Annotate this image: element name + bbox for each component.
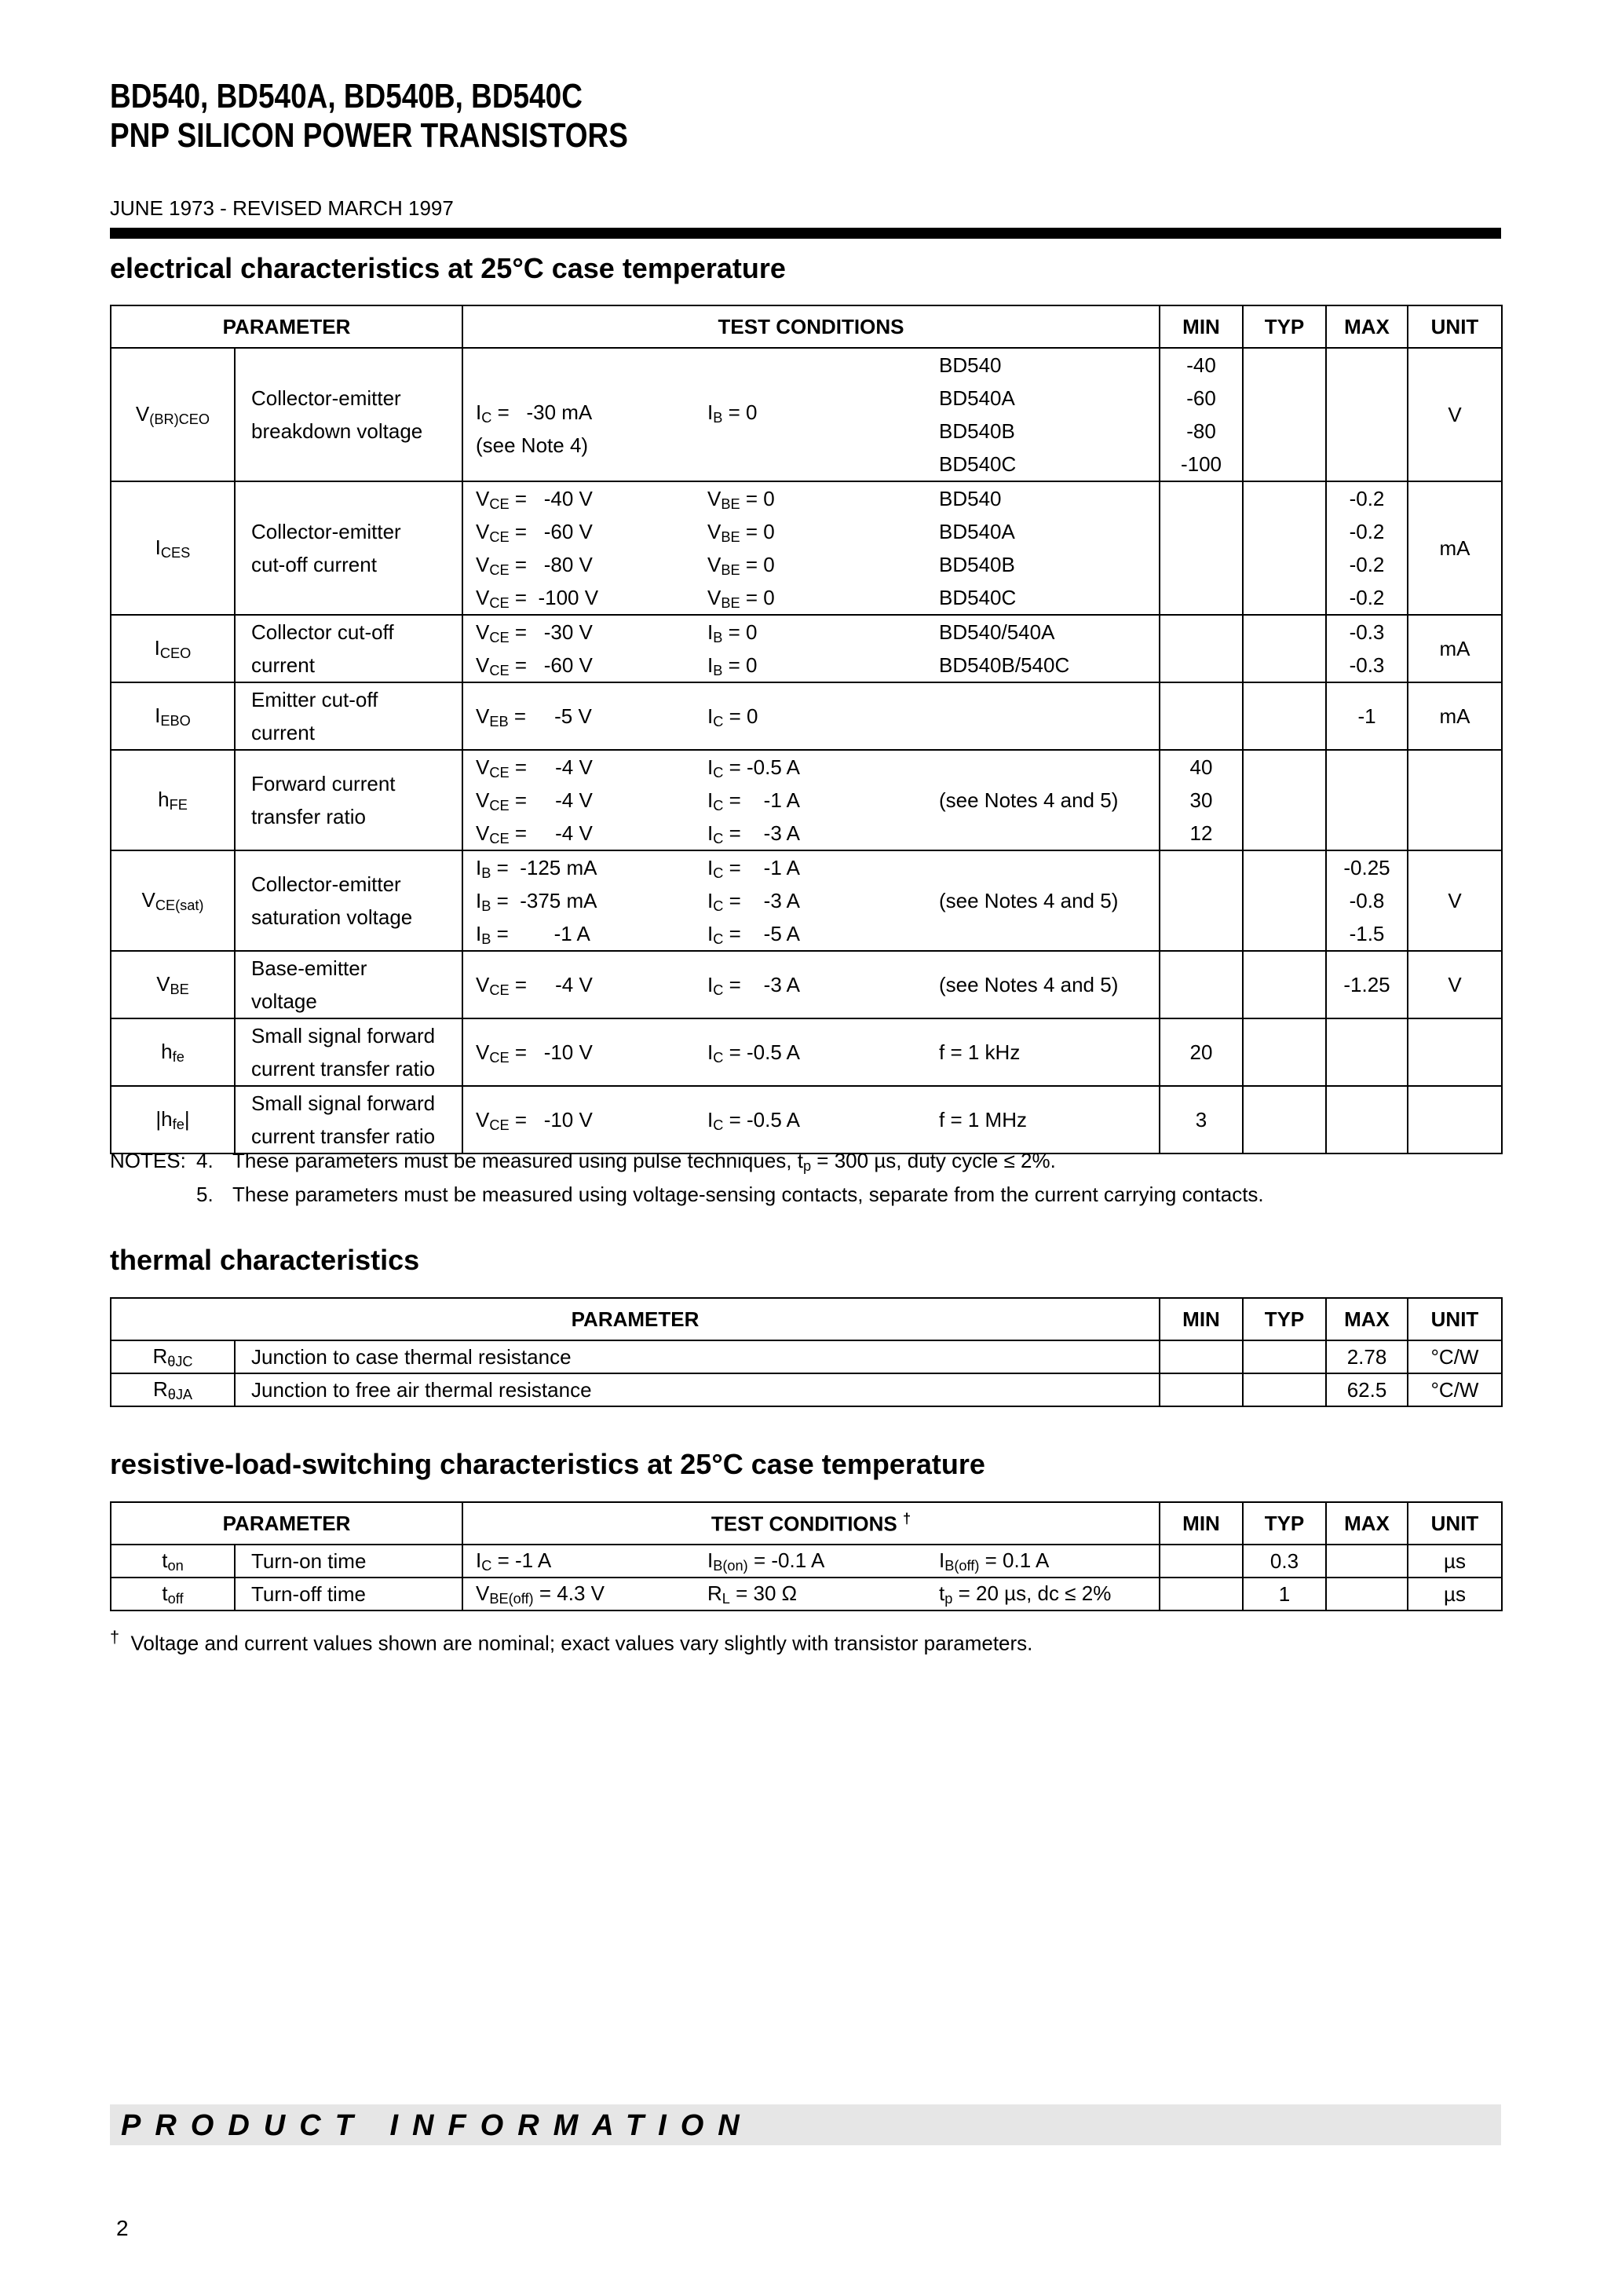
table-row: $t_{off}$ Turn-off time $V_{BE(off)} = 4.3$ V $R_L = 30$ Ω $t_p = 20$ µs, dc ≤ 2% 1 µs: [111, 1578, 1502, 1610]
document-title: [110, 77, 628, 155]
revision-date: JUNE 1973 - REVISED MARCH 1997: [110, 196, 454, 220]
thermal-heading: thermal characteristics: [110, 1244, 420, 1276]
thermal-table: [110, 1297, 1503, 1407]
table-header-row: PARAMETER TEST CONDITIONS † MIN TYP MAX UNIT: [111, 1502, 1502, 1545]
table-row: $V_{(BR)CEO}$ Collector-emitter breakdown voltage $I_C = -30$ mA (see Note 4) $I_B = 0$ BD540 BD540A BD540B BD540C -40 -60 -80 -100 V: [111, 348, 1502, 481]
table-row: $V_{CE(sat)}$ Collector-emitter saturation voltage $I_B = -125$ mA $I_B = -375$ mA $I_B$ = -1 A $I_C$ = -1 A $I_C$ = -3 A $I_C$ = -5 A (see Notes 4 and 5) -0.25 -0.8 -1.5 V: [111, 850, 1502, 951]
table-header-row: PARAMETER TEST CONDITIONS MIN TYP MAX UNIT: [111, 305, 1502, 348]
table-row: $I_{EBO}$ Emitter cut-off current $V_{EB}$ = -5 V $I_C = 0$ -1 mA: [111, 682, 1502, 750]
header-rule: [110, 228, 1501, 239]
table-row: $R_{\theta JC}$ Junction to case thermal resistance 2.78 °C/W: [111, 1340, 1502, 1373]
page-number: 2: [116, 2216, 129, 2240]
table-header-row: PARAMETER MIN TYP MAX UNIT: [111, 1298, 1502, 1340]
table-row: $V_{BE}$ Base-emitter voltage $V_{CE}$ = -4 V $I_C$ = -3 A (see Notes 4 and 5) -1.25 V: [111, 951, 1502, 1018]
electrical-table: [110, 305, 1503, 1154]
table-row: $I_{CES}$ Collector-emitter cut-off current $V_{CE} = -40$ V $V_{CE} = -60$ V $V_{CE} = -80$ V $V_{CE} = -100$ V $V_{BE} = 0$ $V_{BE} = 0$ $V_{BE} = 0$ $V_{BE} = 0$ BD540 BD540A BD540B BD540C -0.2 -0.2 -0.2 -0.2 mA: [111, 481, 1502, 615]
title-line-1: BD540, BD540A, BD540B, BD540C: [110, 77, 583, 115]
electrical-heading: electrical characteristics at 25°C case temperature: [110, 252, 786, 284]
title-line-2: PNP SILICON POWER TRANSISTORS: [110, 116, 628, 155]
switching-heading: resistive-load-switching characteristics at 25°C case temperature: [110, 1448, 985, 1480]
table-row: $h_{fe}$ Small signal forward current transfer ratio $V_{CE} = -10$ V $I_C = -0.5$ A f = 1 kHz 20: [111, 1018, 1502, 1086]
product-information-banner: PRODUCT INFORMATION: [110, 2104, 1501, 2145]
table-row: $t_{on}$ Turn-on time $I_C = -1$ A $I_{B(on)} = -0.1$ A $I_{B(off)} = 0.1$ A 0.3 µs: [111, 1545, 1502, 1578]
table-row: $h_{FE}$ Forward current transfer ratio $V_{CE}$ = -4 V $V_{CE}$ = -4 V $V_{CE}$ = -4 V $I_C = -0.5$ A $I_C$ = -1 A $I_C$ = -3 A (see Notes 4 and 5) 40 30 12: [111, 750, 1502, 850]
table-row: $|h_{fe}|$ Small signal forward current transfer ratio $V_{CE} = -10$ V $I_C = -0.5$ A f = 1 MHz 3: [111, 1086, 1502, 1153]
notes: NOTES: 4. These parameters must be measured using pulse techniques, $t_p = 300$ µs, duty cycle ≤ 2%. 5. These parameters must be measured using voltage-sensing contacts, separate from the current carrying contacts.: [110, 1149, 1264, 1206]
table-row: $R_{\theta JA}$ Junction to free air thermal resistance 62.5 °C/W: [111, 1373, 1502, 1406]
table-row: $I_{CEO}$ Collector cut-off current $V_{CE} = -30$ V $V_{CE} = -60$ V $I_B = 0$ $I_B = 0$ BD540/540A BD540B/540C -0.3 -0.3 mA: [111, 615, 1502, 682]
footnote: † Voltage and current values shown are nominal; exact values vary slightly with transistor parameters.: [110, 1627, 1033, 1655]
switching-table: [110, 1501, 1503, 1611]
